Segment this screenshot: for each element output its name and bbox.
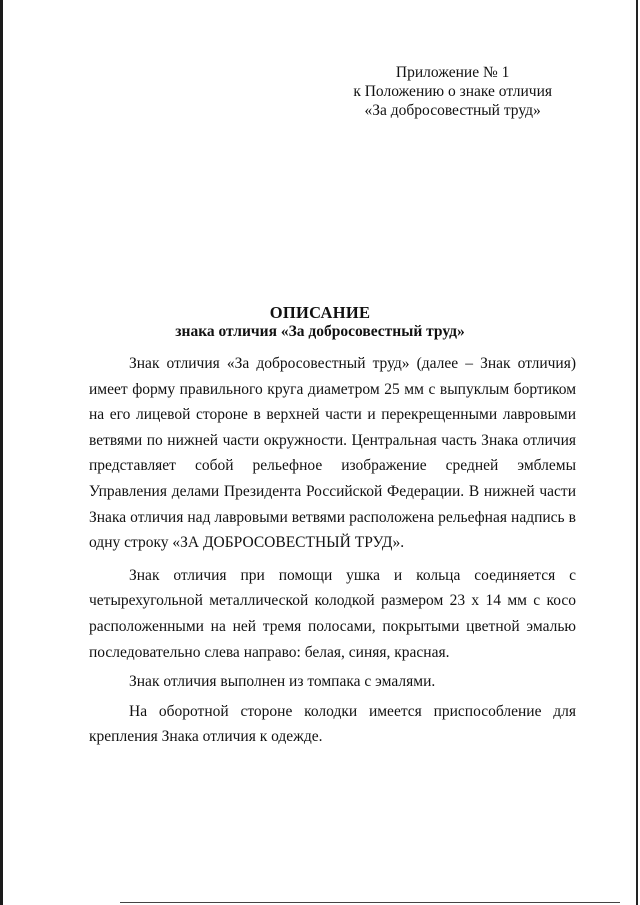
scan-edge-bottom — [120, 902, 620, 903]
scan-edge-left — [0, 0, 3, 905]
appendix-line-2: к Положению о знаке отличия — [353, 83, 552, 100]
paragraph-material: Знак отличия выполнен из томпака с эмалями. — [129, 673, 436, 691]
appendix-line-3: «За добросовестный труд» — [364, 102, 541, 119]
paragraph-description: Знак отличия «За добросовестный труд» (далее – Знак отличия) имеет форму правильного круга диаметром 25 мм с выпуклым бортиком на его лицевой стороне в верхней части и перекрещенными лавровыми ветвями по нижней части окружности. Центральная часть Знака отличия представляет собой рельефное изображение средней эмблемы Управления делами Президента Российской Федерации. В нижней части Знака отличия над лавровыми ветвями расположена рельефная надпись в одну строку «ЗА ДОБРОСОВЕСТНЫЙ ТРУД». — [89, 355, 576, 552]
document-title: ОПИСАНИЕ — [269, 303, 371, 322]
paragraph-attachment: Знак отличия при помощи ушка и кольца соединяется с четырехугольной металлической колодкой размером 23 х 14 мм с косо расположенными на ней тремя полосами, покрытыми цветной эмалью последовательно слева направо: белая, синяя, красная. — [89, 566, 576, 661]
appendix-line-1: Приложение № 1 — [395, 64, 510, 81]
document-subtitle: знака отличия «За добросовестный труд» — [175, 323, 465, 340]
scan-edge-right — [636, 0, 638, 905]
paragraph-reverse-side: На оборотной стороне колодки имеется приспособление для крепления Знака отличия к одежде. — [89, 702, 576, 746]
appendix-header — [353, 63, 552, 120]
document-heading — [0, 303, 640, 341]
document-body — [89, 351, 576, 754]
